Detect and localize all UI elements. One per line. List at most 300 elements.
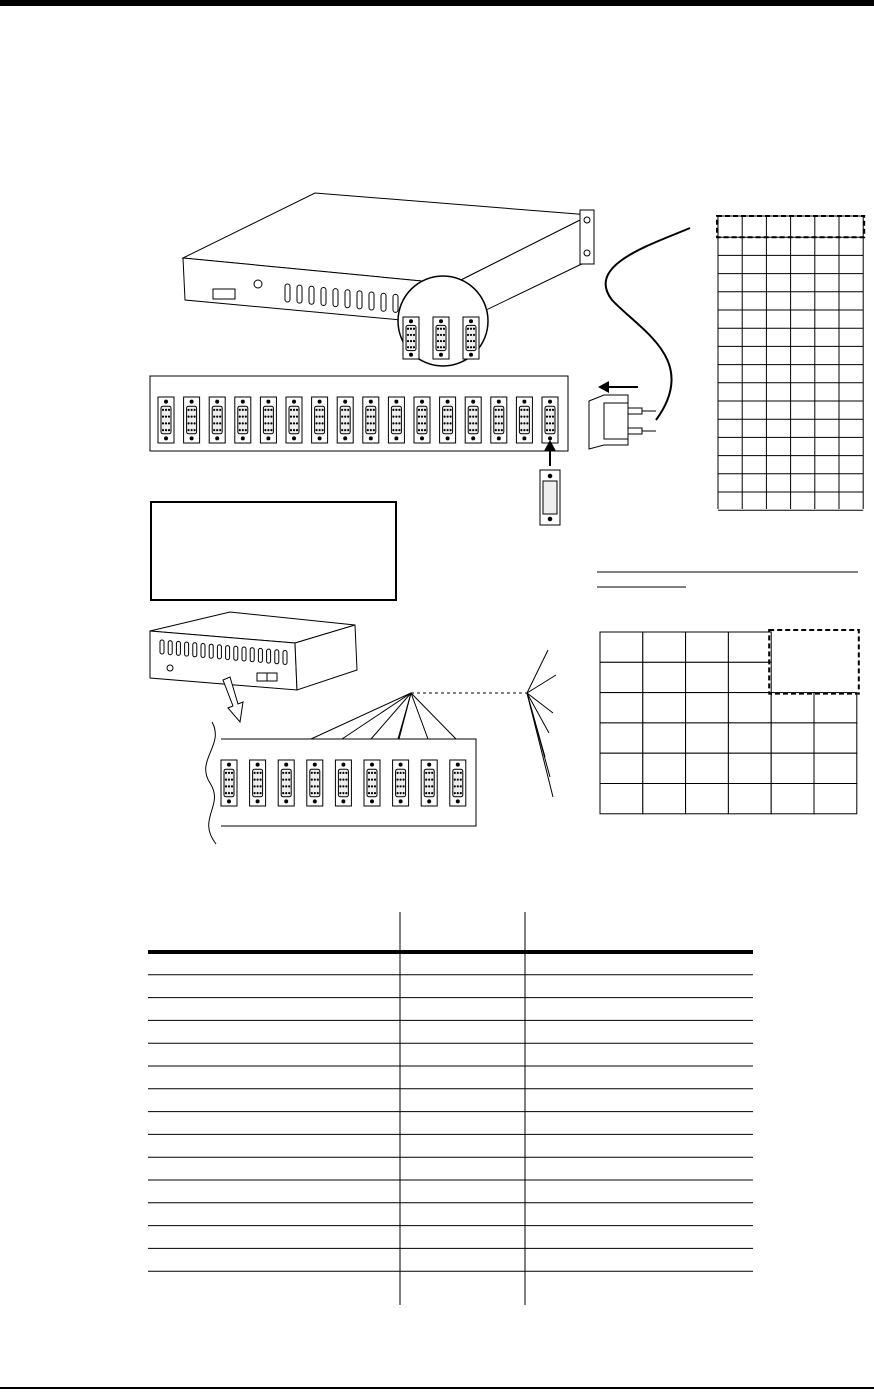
vga-pin [396, 409, 397, 410]
vga-screw [313, 800, 316, 803]
vga-pin [346, 786, 347, 787]
vga-pin [470, 409, 471, 410]
vga-pin [342, 409, 343, 410]
distant-line [527, 693, 553, 797]
rack-slot [393, 294, 398, 312]
right-grid-cell [600, 662, 643, 692]
vga-pin [467, 340, 468, 341]
vga-pin [367, 416, 368, 417]
vga-screw [190, 437, 193, 440]
vga-pin [314, 786, 315, 787]
vga-pin [316, 409, 317, 410]
rear-large-vga-port [465, 397, 481, 443]
vga-pin [342, 416, 343, 417]
rack-slot [345, 290, 350, 308]
vga-pin [340, 786, 341, 787]
vga-pin [495, 416, 496, 417]
vga-pin [373, 409, 374, 410]
distant-line [527, 693, 549, 733]
vga-pin [447, 416, 448, 417]
plug-screw-bottom [628, 428, 642, 434]
vga-pin [424, 430, 425, 431]
vga-screw [285, 800, 288, 803]
vga-pin [410, 328, 411, 329]
small-slot [226, 646, 230, 660]
vga-screw [165, 437, 168, 440]
vga-pin [225, 786, 226, 787]
right-grid-cell [686, 753, 729, 783]
vga-pin [314, 772, 315, 773]
small-unit-illustration [150, 612, 357, 690]
small-slot [242, 647, 246, 661]
vga-screw [256, 800, 259, 803]
vga-pin [168, 409, 169, 410]
vga-screw [523, 400, 526, 403]
vga-pin [371, 772, 372, 773]
small-unit-led [167, 665, 173, 671]
vga-pin [231, 779, 232, 780]
vga-pin [444, 409, 445, 410]
vga-pin [396, 423, 397, 424]
vga-screw [421, 400, 424, 403]
vga-pin [317, 793, 318, 794]
vga-pin [549, 423, 550, 424]
vga-pin [454, 793, 455, 794]
vga-pin [286, 786, 287, 787]
data-table [148, 912, 753, 1305]
vga-pin [311, 772, 312, 773]
right-grid-cell [728, 784, 771, 814]
vga-pin [429, 772, 430, 773]
vga-pin [546, 430, 547, 431]
rear-large-vga-port [184, 397, 200, 443]
small-slot [185, 642, 189, 656]
vga-pin [343, 772, 344, 773]
rear-small-vga-port [307, 760, 323, 806]
vga-pin [473, 423, 474, 424]
vga-pin [450, 423, 451, 424]
vga-screw [440, 353, 443, 356]
vga-screw [369, 400, 372, 403]
vga-pin [407, 340, 408, 341]
vga-pin [343, 793, 344, 794]
distant-lines [527, 650, 556, 797]
vga-pin [286, 779, 287, 780]
magnified-connectors [403, 317, 479, 359]
vga-pin [257, 772, 258, 773]
vga-pin [293, 409, 294, 410]
vga-pin [271, 423, 272, 424]
vga-pin [317, 786, 318, 787]
vga-pin [368, 793, 369, 794]
vga-pin [470, 430, 471, 431]
vga-pin [429, 779, 430, 780]
vga-pin [521, 409, 522, 410]
vga-pin [370, 409, 371, 410]
vga-pin [346, 779, 347, 780]
vga-pin [403, 793, 404, 794]
rear-panel-small-ports [221, 760, 466, 806]
vga-pin [242, 430, 243, 431]
vga-screw [549, 400, 552, 403]
small-slot [283, 651, 287, 665]
vga-pin [228, 779, 229, 780]
vga-pin [231, 793, 232, 794]
vga-screw [421, 437, 424, 440]
vga-pin [188, 430, 189, 431]
vga-pin [188, 423, 189, 424]
vga-pin [340, 779, 341, 780]
vga-pin [440, 347, 441, 348]
vga-screw [472, 400, 475, 403]
vga-pin [424, 409, 425, 410]
vga-pin [265, 409, 266, 410]
vga-pin [454, 779, 455, 780]
vga-pin [162, 430, 163, 431]
plug-shell [604, 403, 628, 439]
vga-pin [443, 328, 444, 329]
rear-small-vga-port [335, 760, 351, 806]
rear-large-vga-port [516, 397, 532, 443]
vga-screw [313, 763, 316, 766]
vga-pin [437, 334, 438, 335]
vga-pin [165, 430, 166, 431]
vga-pin [286, 772, 287, 773]
vga-pin [239, 423, 240, 424]
vga-pin [444, 423, 445, 424]
vga-pin [283, 786, 284, 787]
magnified-vga-connector [433, 317, 449, 359]
vga-screw [497, 400, 500, 403]
vga-pin [426, 793, 427, 794]
vga-pin [245, 430, 246, 431]
vga-pin [162, 416, 163, 417]
vga-pin [228, 786, 229, 787]
rear-large-vga-port [312, 397, 328, 443]
vga-pin [413, 347, 414, 348]
vga-pin [245, 409, 246, 410]
vga-pin [214, 409, 215, 410]
vga-pin [217, 430, 218, 431]
vga-pin [437, 340, 438, 341]
rear-large-vga-port [286, 397, 302, 443]
rack-slot [321, 287, 326, 305]
vga-pin [527, 416, 528, 417]
vga-pin [293, 416, 294, 417]
vga-pin [316, 416, 317, 417]
vga-pin [296, 409, 297, 410]
vga-pin [454, 772, 455, 773]
vga-pin [437, 328, 438, 329]
vga-pin [432, 793, 433, 794]
vga-screw [395, 400, 398, 403]
vga-pin [549, 430, 550, 431]
vga-pin [524, 423, 525, 424]
vga-pin [546, 423, 547, 424]
vga-pin [552, 423, 553, 424]
vga-pin [473, 340, 474, 341]
vga-pin [293, 430, 294, 431]
vga-pin [410, 347, 411, 348]
vga-pin [268, 416, 269, 417]
vga-screw [395, 437, 398, 440]
vga-pin [345, 423, 346, 424]
arrow-left-icon [598, 381, 609, 393]
rear-large-vga-port [491, 397, 507, 443]
right-grid-cell [600, 632, 643, 662]
vga-pin [397, 786, 398, 787]
vga-screw [293, 437, 296, 440]
vga-screw [446, 400, 449, 403]
right-grid-cell [686, 632, 729, 662]
vga-pin [373, 423, 374, 424]
small-unit-port-a [257, 673, 267, 681]
vga-pin [225, 779, 226, 780]
rack-slot [297, 285, 302, 303]
blank-label-box [151, 502, 396, 600]
vga-pin [268, 430, 269, 431]
vga-pin [290, 416, 291, 417]
rack-slot [285, 284, 290, 302]
right-grid-cell [643, 693, 686, 723]
rear-large-vga-port [388, 397, 404, 443]
rear-small-vga-port [278, 760, 294, 806]
vga-pin [413, 340, 414, 341]
vga-pin [319, 430, 320, 431]
wavy-break-line [206, 722, 216, 844]
vga-pin [473, 416, 474, 417]
vga-pin [314, 793, 315, 794]
vga-pin [393, 430, 394, 431]
vga-pin [473, 347, 474, 348]
vga-pin [397, 779, 398, 780]
cable-grid [717, 216, 864, 510]
vga-pin [432, 786, 433, 787]
vga-pin [501, 416, 502, 417]
vga-pin [524, 409, 525, 410]
vga-pin [527, 430, 528, 431]
vga-screw [523, 437, 526, 440]
vga-pin [217, 409, 218, 410]
vga-pin [260, 793, 261, 794]
vga-pin [271, 430, 272, 431]
vga-pin [527, 409, 528, 410]
vga-pin [370, 416, 371, 417]
vga-pin [443, 334, 444, 335]
vga-pin [413, 328, 414, 329]
vga-pin [368, 779, 369, 780]
vga-pin [296, 430, 297, 431]
rear-large-vga-port [414, 397, 430, 443]
vga-screw [344, 437, 347, 440]
small-slot [193, 643, 197, 657]
vga-screw [344, 400, 347, 403]
vga-screw [293, 400, 296, 403]
vga-pin [399, 423, 400, 424]
rear-small-vga-port [421, 760, 437, 806]
vga-screw [165, 400, 168, 403]
right-grid-cell [771, 753, 814, 783]
vga-pin [283, 793, 284, 794]
vga-pin [521, 416, 522, 417]
vga-pin [473, 409, 474, 410]
small-slot [160, 640, 164, 654]
vga-pin [367, 430, 368, 431]
vga-pin [399, 409, 400, 410]
vga-pin [322, 430, 323, 431]
vga-pin [242, 423, 243, 424]
vga-screw [371, 800, 374, 803]
rack-slot [309, 286, 314, 304]
vga-pin [521, 423, 522, 424]
vga-pin [346, 793, 347, 794]
right-grid-cell [771, 723, 814, 753]
vga-pin [467, 334, 468, 335]
vga-pin [162, 409, 163, 410]
vga-pin [340, 772, 341, 773]
vga-screw [410, 353, 413, 356]
vga-pin [254, 786, 255, 787]
vga-pin [286, 793, 287, 794]
vga-pin [371, 793, 372, 794]
vga-pin [319, 416, 320, 417]
vga-pin [257, 793, 258, 794]
vga-pin [400, 786, 401, 787]
vga-screw [318, 400, 321, 403]
vga-pin [342, 430, 343, 431]
vga-pin [440, 334, 441, 335]
vga-pin [410, 340, 411, 341]
small-slot [258, 648, 262, 662]
right-grid-cell [600, 723, 643, 753]
vga-pin [457, 779, 458, 780]
vga-pin [289, 779, 290, 780]
vga-pin [268, 423, 269, 424]
vga-screw [267, 400, 270, 403]
vga-pin [454, 786, 455, 787]
vga-pin [340, 793, 341, 794]
vga-screw [267, 437, 270, 440]
small-slot [217, 645, 221, 659]
vga-pin [501, 423, 502, 424]
vga-screw [216, 400, 219, 403]
vga-pin [418, 423, 419, 424]
vga-pin [260, 786, 261, 787]
vga-pin [345, 409, 346, 410]
vga-pin [501, 430, 502, 431]
vga-pin [194, 416, 195, 417]
vga-pin [245, 416, 246, 417]
rack-slot [333, 289, 338, 307]
vga-pin [407, 334, 408, 335]
vga-pin [231, 772, 232, 773]
vga-pin [467, 328, 468, 329]
vga-pin [293, 423, 294, 424]
vga-screw [228, 763, 231, 766]
vga-pin [432, 779, 433, 780]
right-grid-cell [686, 784, 729, 814]
vga-pin [322, 416, 323, 417]
vga-pin [498, 430, 499, 431]
vga-screw [440, 320, 443, 323]
vga-pin [371, 779, 372, 780]
vga-pin [470, 328, 471, 329]
vga-pin [370, 423, 371, 424]
vga-screw [318, 437, 321, 440]
vga-pin [524, 416, 525, 417]
plug-illustration [589, 395, 656, 449]
vga-pin [260, 779, 261, 780]
vga-pin [432, 772, 433, 773]
small-slot [250, 648, 254, 662]
vga-pin [220, 409, 221, 410]
vga-screw [428, 800, 431, 803]
right-grid-cell [643, 784, 686, 814]
small-slot [201, 644, 205, 658]
rear-small-vga-port [393, 760, 409, 806]
vga-pin [191, 423, 192, 424]
vga-pin [374, 793, 375, 794]
rack-slot [381, 293, 386, 311]
rear-large-vga-port [440, 397, 456, 443]
right-grid [600, 630, 859, 814]
vga-pin [393, 409, 394, 410]
vga-pin [527, 423, 528, 424]
vga-pin [440, 328, 441, 329]
fanout-line [411, 693, 428, 739]
vga-pin [418, 409, 419, 410]
right-grid-cell [643, 632, 686, 662]
vga-pin [239, 409, 240, 410]
vga-pin [214, 430, 215, 431]
vga-pin [165, 423, 166, 424]
vga-pin [165, 409, 166, 410]
vga-pin [217, 423, 218, 424]
rear-panel-large [150, 376, 568, 451]
vga-pin [476, 416, 477, 417]
magnified-vga-connector [403, 317, 419, 359]
vga-pin [371, 786, 372, 787]
vga-pin [296, 423, 297, 424]
vga-pin [254, 793, 255, 794]
vga-pin [410, 334, 411, 335]
vga-pin [367, 409, 368, 410]
vga-pin [348, 430, 349, 431]
vga-pin [403, 786, 404, 787]
vga-pin [396, 430, 397, 431]
plug-screw-top [628, 408, 642, 414]
table-header-rule [148, 950, 753, 954]
vga-pin [239, 430, 240, 431]
right-grid-cell [686, 662, 729, 692]
vga-pin [498, 409, 499, 410]
vga-pin [552, 416, 553, 417]
fanout-lines [311, 693, 456, 739]
vga-pin [426, 772, 427, 773]
vga-pin [239, 416, 240, 417]
vga-pin [162, 423, 163, 424]
right-grid-cell [771, 693, 814, 723]
vga-pin [546, 409, 547, 410]
vga-pin [498, 423, 499, 424]
vga-pin [348, 423, 349, 424]
small-unit-port-b [267, 673, 277, 681]
vga-pin [470, 347, 471, 348]
vga-pin [225, 772, 226, 773]
vga-pin [460, 786, 461, 787]
vga-pin [316, 430, 317, 431]
magnified-vga-connector [463, 317, 479, 359]
